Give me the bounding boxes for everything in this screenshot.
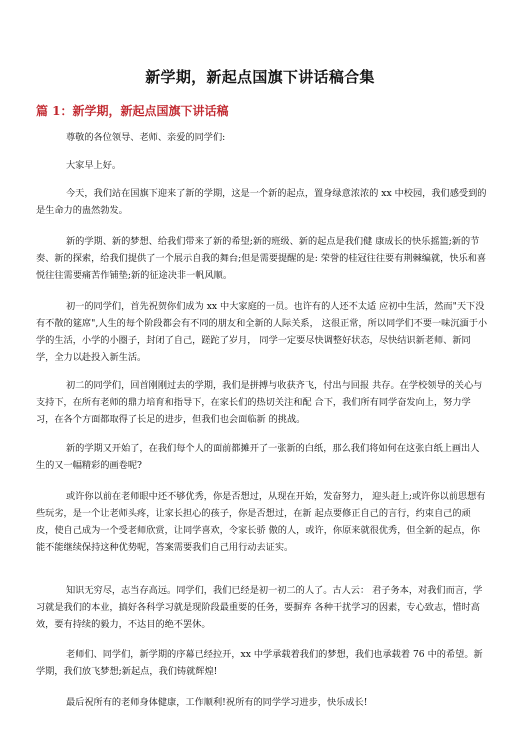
paragraph-dreams: 老师们、同学们，新学期的序幕已经拉开，xx 中学承载着我们的梦想，我们也承载着 76 中的希望。新学期，我们放飞梦想;新起点，我们铸就辉煌! <box>36 649 483 677</box>
paragraph-closing: 最后祝所有的老师身体健康，工作顺利!祝所有的同学学习进步，快乐成长! <box>66 697 368 708</box>
document-title: 新学期，新起点国旗下讲话稿合集 <box>145 68 375 86</box>
paragraph-grade-two: 初二的同学们，回首刚刚过去的学期，我们是拼搏与收获齐飞，付出与回报 共存。在学校领导的关心与支持下，在所有老师的鼎力培育和指导下，在家长们的热切关注和配 合下，我们所有同学奋发向上，努力学习，在各个方面都取得了长足的进步，但我们也会面临新 的挑战。 <box>36 380 483 425</box>
paragraph-greeting: 大家早上好。 <box>66 160 122 171</box>
section-heading: 篇 1：新学期，新起点国旗下讲话稿 <box>36 104 229 118</box>
paragraph-new-semester: 新的学期、新的梦想、给我们带来了新的希望;新的班级、新的起点是我们健 康成长的快乐摇篮;新的节奏、新的探索，给我们提供了一个展示自我的舞台;但是需要提醒的是: 荣誉的桂冠往往要有荆棘编就，快乐和喜悦往往需要痛苦作铺垫;新的征途决非一帆风顺。 <box>36 236 487 281</box>
paragraph-intro: 今天，我们站在国旗下迎来了新的学期，这是一个新的起点，置身绿意浓浓的 xx 中校园，我们感受到的是生命力的蛊然勃发。 <box>36 188 487 216</box>
paragraph-encouragement: 或许你以前在老师眼中还不够优秀，你是否想过，从现在开始，发奋努力， 迎头赶上;或许你以前思想有些玩劣，是一个让老师头疼，让家长担心的孩子，你是否想过，在新 起点要修正自己的言行，约束自己的顽皮，使自己成为一个受老师欣赏，让同学喜欢，令家长骄 傲的人，或许，你原来就很优秀，但全新的起点，你能不能继续保持这种优势呢，答案需要我们自己用行动去证实。 <box>36 491 486 553</box>
paragraph-blank-paper: 新的学期又开始了，在我们每个人的面前都摊开了一张新的白纸，那么我们将如何在这张白纸上画出人生的又一幅精彩的画卷呢? <box>36 443 480 471</box>
paragraph-salutation: 尊敬的各位领导、老师、亲爱的同学们: <box>66 132 226 143</box>
paragraph-grade-one: 初一的同学们，首先祝贺你们成为 xx 中大家庭的一员。也许有的人还不太适 应初中生活，然而"天下没有不散的筵席",人生的每个阶段都会有不同的朋友和全新的人际关系， 这很正常，所以同学们不要一味沉湎于小学的生活，小学的小圈子，封闭了自己，蹉跎了岁月， 同学一定要尽快调整好状态，尽快结识新老师、新同学，全力以赴投入新生活。 <box>36 301 488 363</box>
paragraph-knowledge: 知识无穷尽，志当存高远。同学们，我们已经是初一初二的人了。古人云： 君子务本，对我们而言，学习就是我们的本业，搞好各科学习就是现阶段最重要的任务，要摒弃 各种干扰学习的因素，专心致志，惜时高效，要有持续的毅力，不达目的绝不罢休。 <box>36 585 483 630</box>
